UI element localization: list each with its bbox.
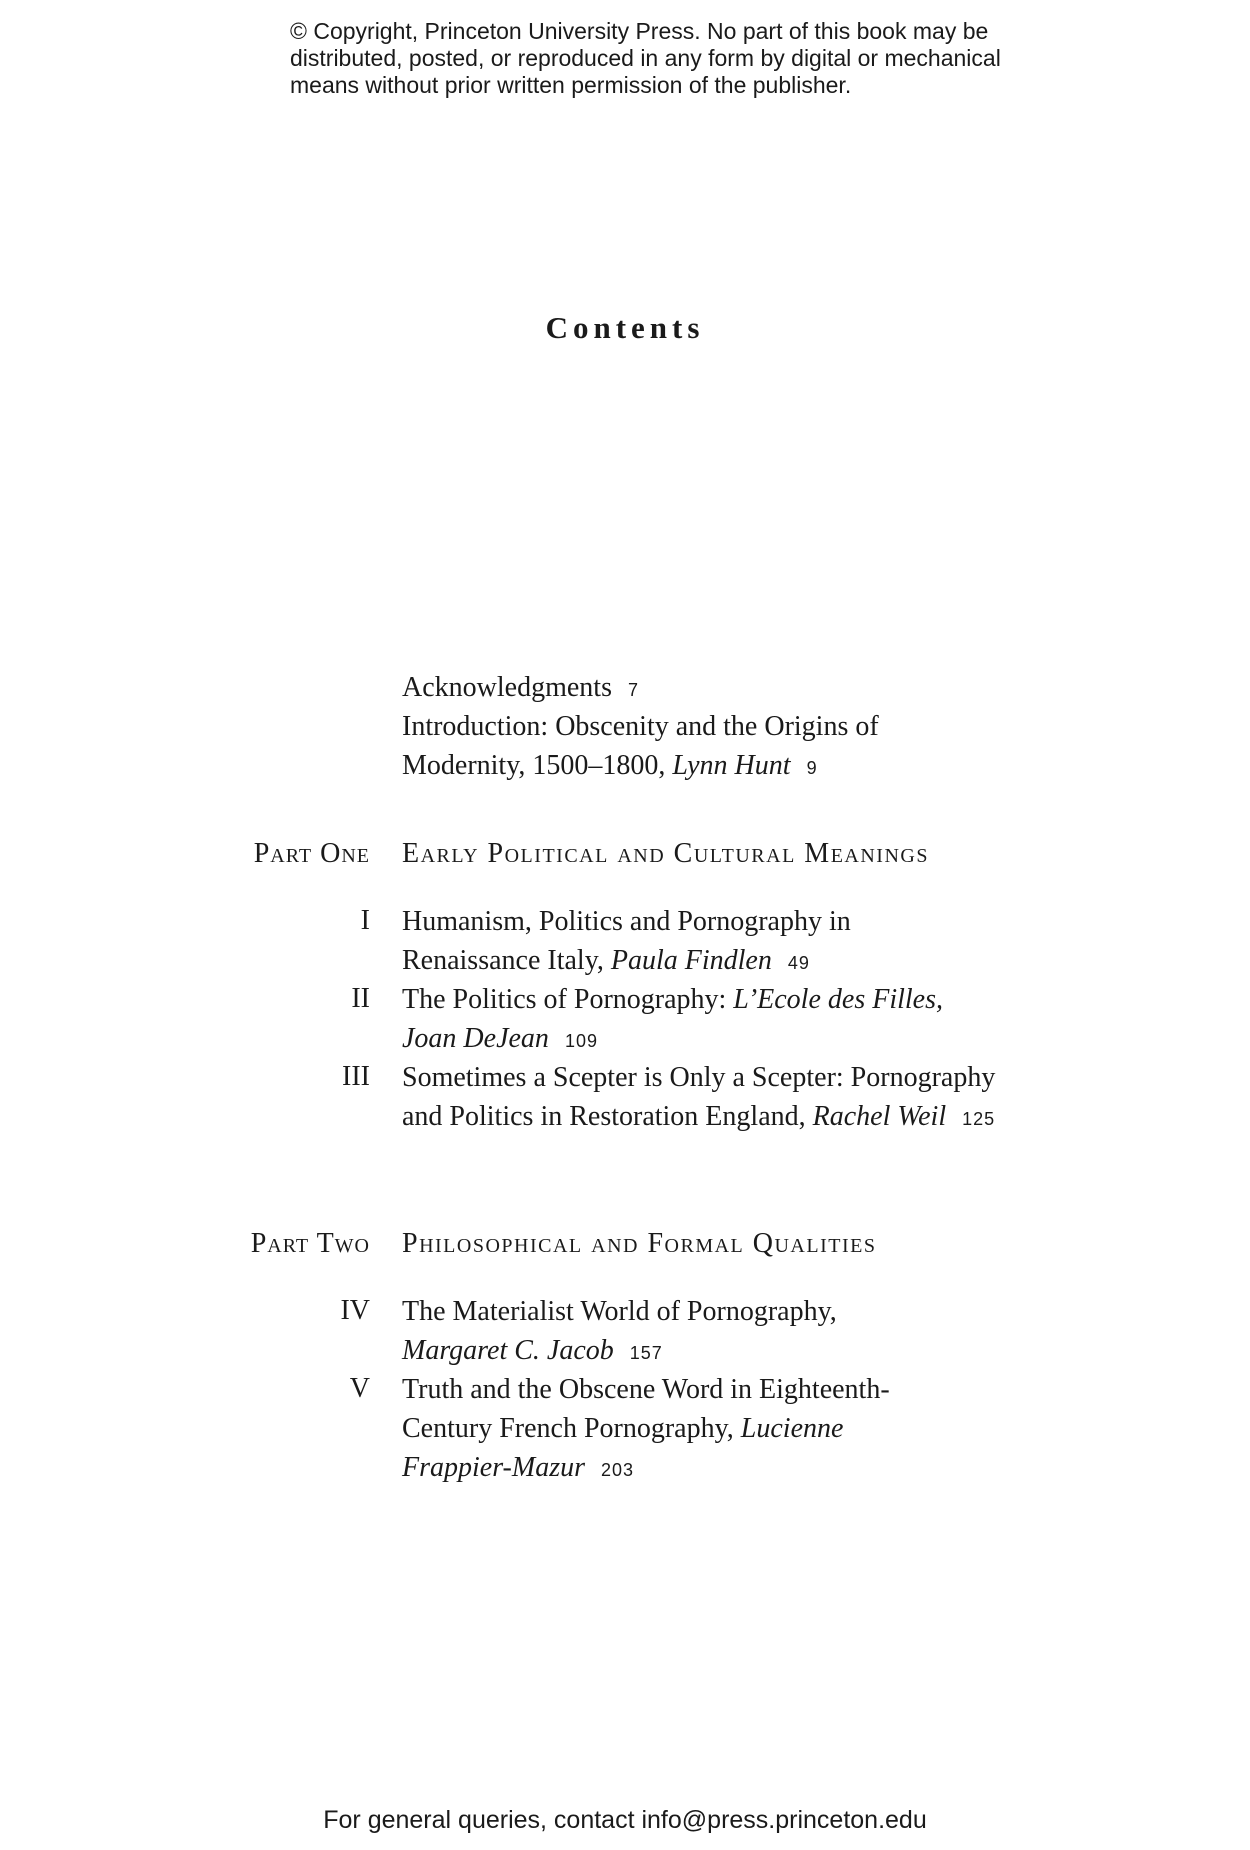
part-one-heading: Early Political and Cultural Meanings: [402, 838, 929, 869]
entry-title: The Materialist World of Pornography,: [402, 1296, 837, 1327]
toc-entry-introduction: [402, 707, 992, 788]
page-number: 49: [787, 953, 810, 973]
entry-title: Truth and the Obscene Word in Eighteenth-Century French Pornography,: [402, 1374, 890, 1444]
page-number: 9: [806, 758, 818, 778]
entry-title: Humanism, Politics and Pornography in Renaissance Italy,: [402, 906, 851, 976]
footer-contact: For general queries, contact info@press.princeton.edu: [323, 1806, 927, 1834]
part-one-label: Part One: [253, 838, 370, 869]
chapter-numeral: III: [342, 1061, 370, 1092]
entry-author: Lucienne Frappier-Mazur: [402, 1413, 844, 1483]
entry-title: The Politics of Pornography:: [402, 984, 734, 1015]
toc-entry-acknowledgments: [402, 668, 1042, 710]
page-number: 157: [629, 1343, 663, 1363]
page-number: 203: [600, 1460, 635, 1480]
entry-author: Lynn Hunt: [672, 750, 791, 781]
page-number: 109: [564, 1031, 598, 1051]
page-title: Contents: [545, 310, 705, 345]
entry-book-title: L’Ecole des Filles,: [733, 984, 943, 1015]
toc-entry-chapter-3: [402, 1058, 1002, 1139]
copyright-notice: © Copyright, Princeton University Press. No part of this book may be distributed, posted, or reproduced in any form by digital or mechanical means without prior written permission of the publisher.: [290, 18, 1001, 98]
chapter-numeral: II: [351, 983, 370, 1014]
page-number: 125: [962, 1109, 996, 1129]
part-two-label: Part Two: [250, 1228, 370, 1259]
chapter-numeral: I: [360, 905, 370, 936]
toc-entry-chapter-1: [402, 902, 922, 983]
entry-author: Rachel Weil: [812, 1101, 947, 1132]
entry-title: Acknowledgments: [402, 672, 612, 703]
toc-entry-chapter-5: [402, 1370, 942, 1490]
toc-entry-chapter-4: [402, 1292, 902, 1373]
entry-author: Paula Findlen: [610, 945, 772, 976]
entry-title: Introduction: Obscenity and the Origins of Modernity, 1500–1800,: [402, 711, 879, 781]
entry-author: Joan DeJean: [402, 1023, 549, 1054]
entry-author: Margaret C. Jacob: [402, 1335, 614, 1366]
part-two-heading: Philosophical and Formal Qualities: [402, 1228, 877, 1259]
toc-entry-chapter-2: [402, 980, 992, 1061]
page-number: 7: [627, 680, 639, 700]
entry-title: Sometimes a Scepter is Only a Scepter: Pornography and Politics in Restoration England,: [402, 1062, 996, 1132]
chapter-numeral: V: [349, 1373, 370, 1404]
chapter-numeral: IV: [340, 1295, 370, 1326]
